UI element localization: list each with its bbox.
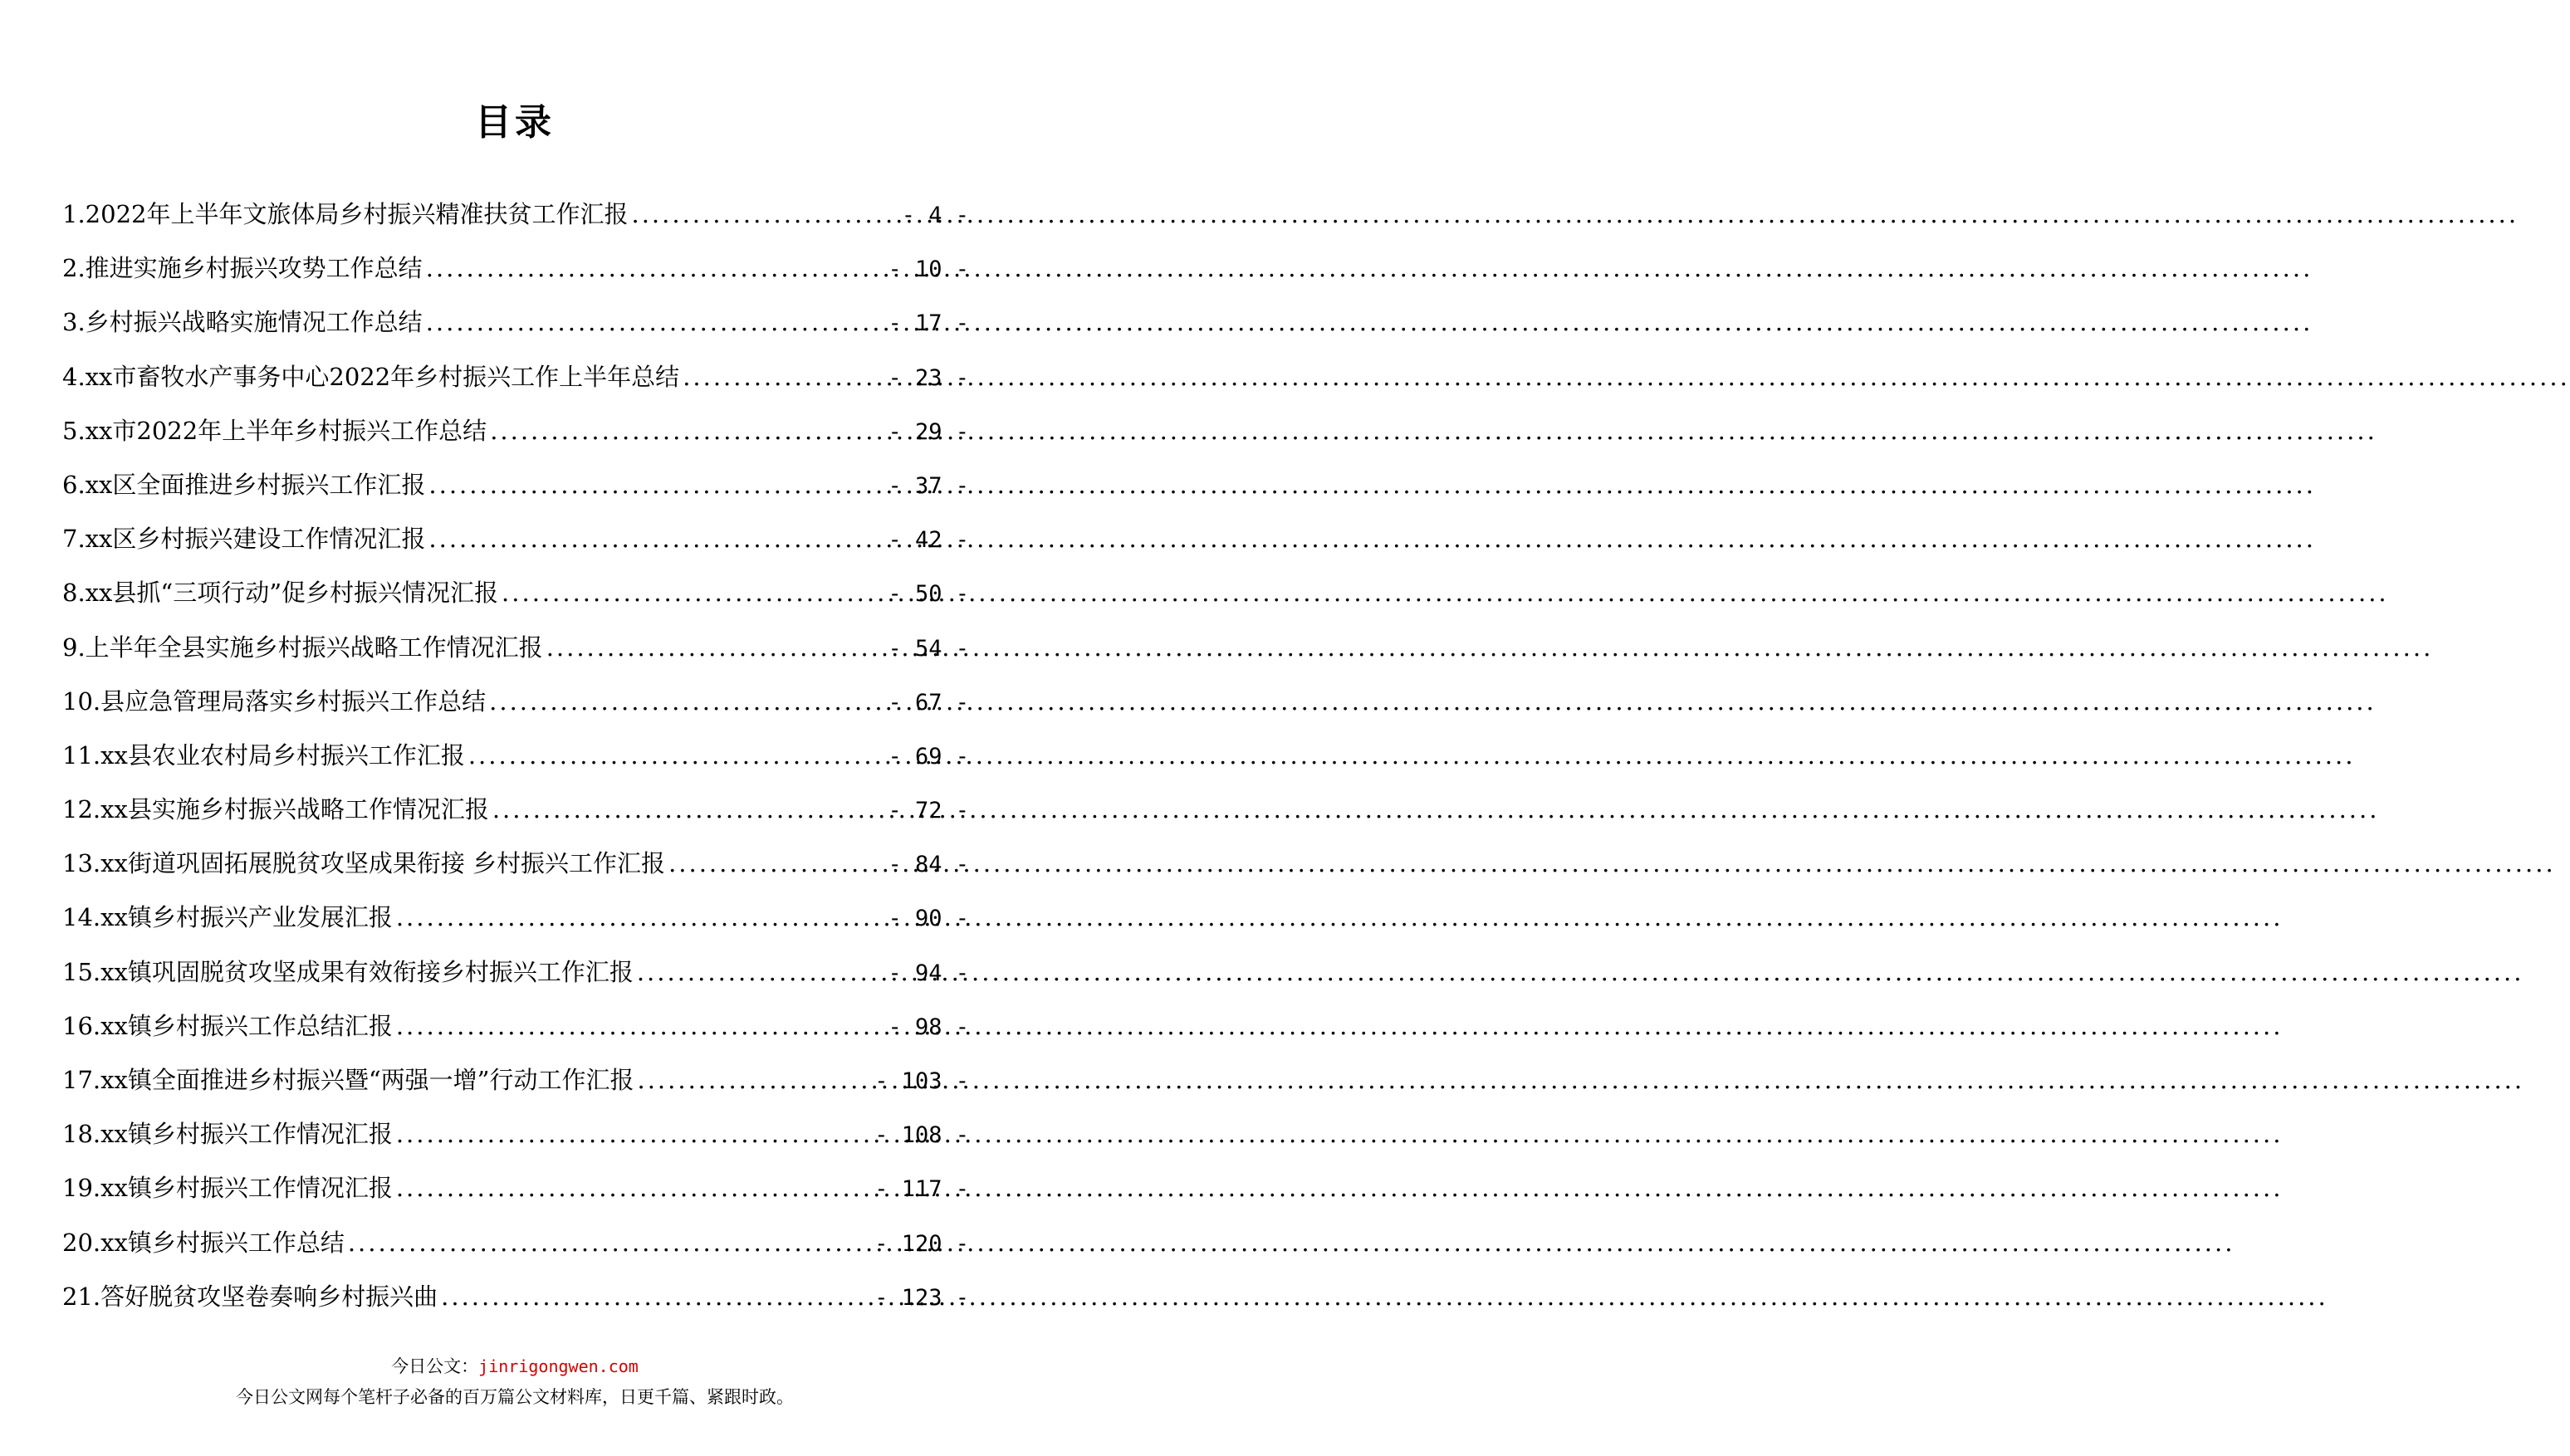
toc-entry-page-number: - 84 - [888,852,969,878]
toc-entry[interactable] [62,1270,969,1324]
toc-entry-number: 8. [62,579,86,608]
toc-entry-title: xx镇乡村振兴工作总结汇报 [100,1011,393,1040]
toc-dot-leader [638,1053,872,1107]
toc-entry[interactable] [62,1216,969,1270]
toc-entry-page-number: - 117 - [874,1176,969,1203]
toc-entry-title: xx镇乡村振兴工作情况汇报 [100,1174,393,1203]
toc-entry-page-number: - 42 - [888,527,969,554]
toc-entry-title: xx县实施乡村振兴战略工作情况汇报 [100,795,489,824]
toc-dot-leader [396,1107,871,1161]
toc-entry-title: 乡村振兴战略实施情况工作总结 [85,308,423,337]
toc-entry-number: 4. [62,362,86,391]
toc-entry[interactable] [62,1161,969,1215]
toc-dot-leader [428,512,884,566]
toc-dot-leader [489,675,884,729]
toc-entry-page-number: - 23 - [888,364,969,391]
toc-entry-number: 1. [62,200,86,228]
toc-entry[interactable] [62,729,969,783]
toc-entry[interactable] [62,404,969,458]
toc-entry[interactable] [62,675,969,729]
toc-entry-number: 10. [62,686,101,716]
toc-entry-title: xx镇全面推进乡村振兴暨“两强一增”行动工作汇报 [100,1066,634,1094]
toc-entry-number: 3. [62,308,86,337]
toc-entry[interactable] [62,242,969,296]
toc-entry-title: xx县抓“三项行动”促乡村振兴情况汇报 [85,579,499,608]
toc-entry-number: 9. [62,633,86,662]
toc-entry-number: 6. [62,470,86,499]
toc-entry-number: 14. [62,903,101,932]
footer-url-link[interactable]: jinrigongwen.com [478,1356,639,1376]
toc-entry-number: 20. [62,1228,101,1257]
toc-entry-page-number: - 90 - [888,906,969,932]
toc-entry-title: xx镇巩固脱贫攻坚成果有效衔接乡村振兴工作汇报 [100,957,634,986]
toc-entry-page-number: - 50 - [888,581,969,608]
toc-dot-leader [683,350,884,404]
toc-entry-number: 17. [62,1066,101,1094]
toc-entry-page-number: - 98 - [888,1014,969,1040]
toc-entry-page-number: - 69 - [888,743,969,770]
toc-dot-leader [637,945,885,999]
toc-entry-page-number: - 108 - [874,1122,969,1149]
toc-entry-title: 县应急管理局落实乡村振兴工作总结 [100,686,487,716]
toc-entry-title: 2022年上半年文旅体局乡村振兴精准扶贫工作汇报 [85,200,629,228]
document-page [0,0,1030,1456]
toc-dot-leader [490,404,884,458]
toc-entry[interactable] [62,621,969,675]
toc-entry-title: 上半年全县实施乡村振兴战略工作情况汇报 [85,633,543,662]
toc-entry-number: 21. [62,1282,101,1311]
toc-entry-number: 19. [62,1174,101,1203]
toc-entry[interactable] [62,512,969,566]
toc-entry-page-number: - 17 - [888,310,969,337]
toc-entry-page-number: - 10 - [888,257,969,283]
toc-dot-leader [396,891,885,945]
toc-entry-number: 5. [62,416,86,445]
toc-entry-number: 15. [62,957,101,986]
toc-entry[interactable] [62,296,969,349]
toc-entry[interactable] [62,1053,969,1107]
toc-entry-title: xx镇乡村振兴产业发展汇报 [100,903,393,932]
toc-entry-page-number: - 120 - [874,1230,969,1257]
toc-entry-title: 答好脱贫攻坚卷奏响乡村振兴曲 [100,1282,438,1311]
footer-site-line [0,1353,1030,1378]
toc-entry[interactable] [62,837,969,891]
toc-entry[interactable] [62,458,969,512]
toc-entry-page-number: - 54 - [888,635,969,662]
toc-dot-leader [631,188,898,242]
toc-dot-leader [492,783,885,837]
toc-entry-title: 推进实施乡村振兴攻势工作总结 [85,254,423,283]
toc-dot-leader [428,458,884,512]
toc-entry-number: 16. [62,1011,101,1040]
toc-dot-leader [348,1216,871,1270]
toc-dot-leader [426,242,885,296]
toc-entry-page-number: - 4 - [901,203,969,228]
toc-entry[interactable] [62,999,969,1053]
toc-dot-leader [546,621,885,675]
toc-entry-number: 2. [62,254,86,283]
toc-entry-page-number: - 29 - [888,418,969,445]
toc-entry-page-number: - 94 - [888,960,969,986]
toc-entry-title: xx区全面推进乡村振兴工作汇报 [85,470,426,499]
toc-entry[interactable] [62,350,969,404]
toc-entry[interactable] [62,891,969,945]
toc-entry[interactable] [62,783,969,837]
toc-entry[interactable] [62,1107,969,1161]
footer-site-label: 今日公文： [391,1356,479,1376]
toc-dot-leader [668,837,884,891]
toc-entry-title: xx镇乡村振兴工作情况汇报 [100,1120,393,1149]
toc-entry-number: 12. [62,795,101,824]
toc-dot-leader [468,729,885,783]
toc-dot-leader [396,1161,871,1215]
toc-entry[interactable] [62,566,969,620]
toc-entry-title: xx镇乡村振兴工作总结 [100,1228,345,1257]
toc-entry-number: 18. [62,1120,101,1149]
toc-dot-leader [426,296,885,349]
toc-entry-number: 13. [62,849,101,878]
toc-entry-number: 7. [62,525,86,554]
toc-entry-title: xx街道巩固拓展脱贫攻坚成果衔接 乡村振兴工作汇报 [100,849,666,878]
toc-list [62,188,969,1324]
toc-entry[interactable] [62,188,969,242]
page-title: 目录 [475,101,555,144]
toc-entry-page-number: - 67 - [888,689,969,716]
toc-entry-title: xx市畜牧水产事务中心2022年乡村振兴工作上半年总结 [85,362,680,391]
toc-entry-page-number: - 103 - [874,1068,969,1094]
toc-dot-leader [441,1270,871,1324]
toc-entry-page-number: - 123 - [874,1284,969,1311]
toc-entry-title: xx市2022年上半年乡村振兴工作总结 [85,416,487,445]
toc-entry-title: xx县农业农村局乡村振兴工作汇报 [100,740,465,770]
footer-slogan: 今日公文网每个笔杆子必备的百万篇公文材料库，日更千篇、紧跟时政。 [236,1387,794,1407]
toc-entry[interactable] [62,945,969,999]
toc-entry-number: 11. [62,740,101,770]
toc-entry-title: xx区乡村振兴建设工作情况汇报 [85,525,426,554]
toc-dot-leader [502,566,884,620]
toc-entry-page-number: - 72 - [888,798,969,824]
toc-dot-leader [396,999,885,1053]
toc-entry-page-number: - 37 - [888,472,969,499]
